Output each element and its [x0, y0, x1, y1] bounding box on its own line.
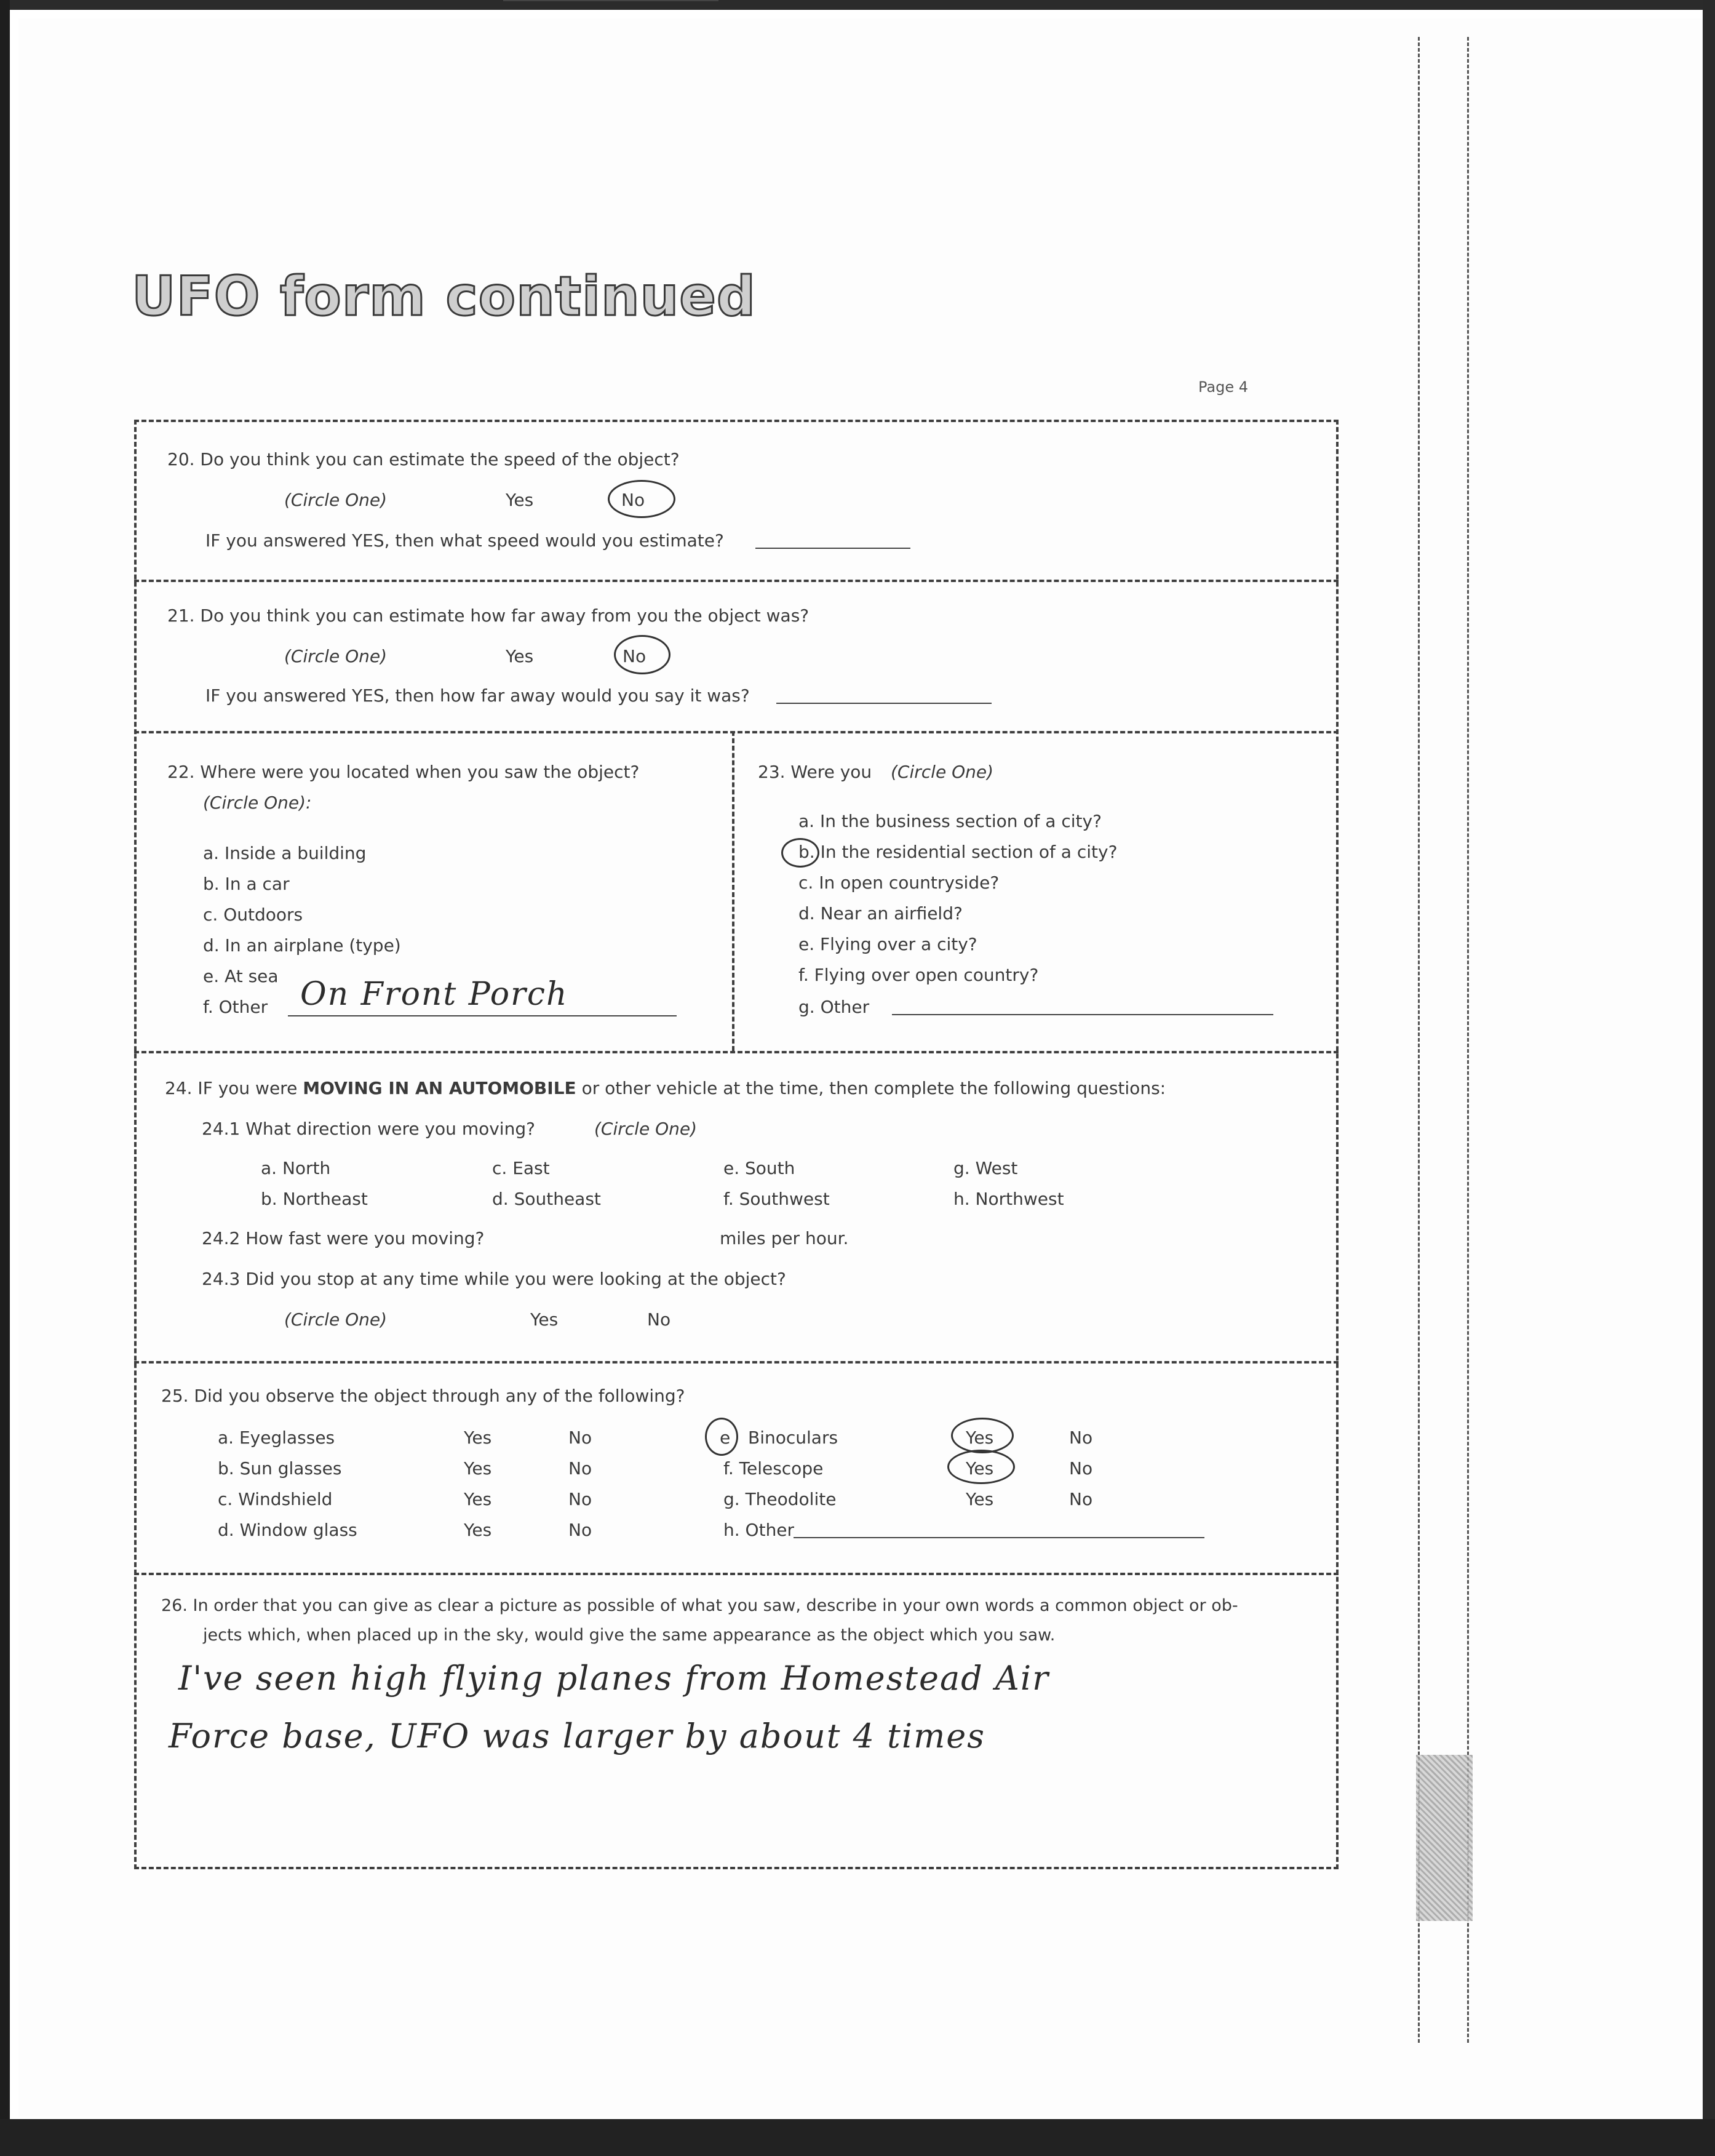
q25-c-no[interactable]: No — [568, 1489, 592, 1509]
q22-circle-one: (Circle One): — [203, 793, 312, 813]
q25-g-yes[interactable]: Yes — [966, 1489, 994, 1509]
q22-other-field[interactable] — [288, 1015, 677, 1016]
page-number: Page 4 — [1198, 378, 1248, 396]
q26-handwritten-line1: I've seen high flying planes from Homestead Air — [178, 1659, 1049, 1698]
question-20-text: 20. Do you think you can estimate the speed of the object? — [167, 449, 680, 469]
q23-option-a[interactable]: a. In the business section of a city? — [798, 811, 1102, 831]
scan-border-bottom — [0, 2119, 1715, 2156]
q23-other-field[interactable] — [892, 1014, 1273, 1015]
form-title: UFO form continued — [132, 265, 756, 328]
question-23-text: 23. Were you — [758, 762, 872, 782]
q20-no[interactable]: No — [621, 490, 645, 510]
q22-option-f[interactable]: f. Other — [203, 997, 268, 1017]
question-25-text: 25. Did you observe the object through any of the following? — [161, 1386, 685, 1406]
question-22-text: 22. Where were you located when you saw the object? — [167, 762, 640, 782]
q25-g-no[interactable]: No — [1069, 1489, 1093, 1509]
q22-option-c[interactable]: c. Outdoors — [203, 904, 303, 925]
q23-circle-one: (Circle One) — [891, 762, 994, 782]
q25-e-circle-mark — [705, 1418, 738, 1456]
q23-option-f[interactable]: f. Flying over open country? — [798, 965, 1039, 985]
q24-1-text: 24.1 What direction were you moving? — [202, 1119, 535, 1139]
divider-25-26 — [134, 1573, 1339, 1575]
q25-e-yes-circle-mark — [951, 1418, 1014, 1453]
q25-other-field[interactable] — [794, 1537, 1204, 1538]
divider-23-24 — [134, 1051, 1339, 1053]
q24-direction-c[interactable]: c. East — [492, 1158, 550, 1178]
q24-direction-f[interactable]: f. Southwest — [723, 1189, 830, 1209]
q25-item-g: g. Theodolite — [723, 1489, 837, 1509]
q20-followup: IF you answered YES, then what speed would you estimate? — [205, 530, 724, 551]
q24-direction-d[interactable]: d. Southeast — [492, 1189, 601, 1209]
q25-f-yes[interactable]: Yes — [966, 1458, 994, 1479]
q25-item-c: c. Windshield — [218, 1489, 333, 1509]
q25-b-no[interactable]: No — [568, 1458, 592, 1479]
scan-border-left — [0, 0, 10, 2156]
q25-item-h: h. Other — [723, 1520, 795, 1540]
q26-handwritten-line2: Force base, UFO was larger by about 4 times — [169, 1717, 985, 1755]
divider-21-22 — [134, 731, 1339, 733]
q22-option-a[interactable]: a. Inside a building — [203, 843, 367, 863]
q21-followup: IF you answered YES, then how far away would you say it was? — [205, 685, 750, 706]
q25-b-yes[interactable]: Yes — [464, 1458, 492, 1479]
q24-3-text: 24.3 Did you stop at any time while you were looking at the object? — [202, 1269, 786, 1289]
q25-item-e-letter: e — [720, 1427, 731, 1448]
scan-artifact — [1416, 1755, 1473, 1921]
q20-no-circle-mark — [608, 480, 675, 518]
divider-20-21 — [134, 580, 1339, 582]
q24-3-no[interactable]: No — [647, 1309, 671, 1330]
q25-f-no[interactable]: No — [1069, 1458, 1093, 1479]
q24-3-yes[interactable]: Yes — [530, 1309, 559, 1330]
q25-item-b: b. Sun glasses — [218, 1458, 342, 1479]
q24-direction-a[interactable]: a. North — [261, 1158, 331, 1178]
q22-option-e[interactable]: e. At sea — [203, 966, 279, 986]
q24-direction-b[interactable]: b. Northeast — [261, 1189, 368, 1209]
question-26-line1: 26. In order that you can give as clear a picture as possible of what you saw, describe in your own words a common object or ob- — [161, 1596, 1238, 1615]
scan-border-right — [1703, 0, 1715, 2156]
q22-option-d[interactable]: d. In an airplane (type) — [203, 935, 401, 956]
q21-circle-one: (Circle One) — [284, 646, 388, 666]
q25-e-no[interactable]: No — [1069, 1427, 1093, 1448]
q21-no[interactable]: No — [623, 646, 647, 666]
question-24-text: 24. IF you were MOVING IN AN AUTOMOBILE or other vehicle at the time, then complete the following questions: — [165, 1078, 1166, 1098]
q24-2-text: 24.2 How fast were you moving? — [202, 1228, 485, 1248]
form-frame — [134, 420, 1339, 1869]
q24-direction-g[interactable]: g. West — [953, 1158, 1018, 1178]
q23-option-c[interactable]: c. In open countryside? — [798, 872, 1000, 893]
q20-circle-one: (Circle One) — [284, 490, 388, 510]
page-fold-line-2 — [1467, 37, 1469, 2043]
q24-1-circle-one: (Circle One) — [594, 1119, 698, 1139]
q22-option-b[interactable]: b. In a car — [203, 874, 290, 894]
q25-e-yes[interactable]: Yes — [966, 1427, 994, 1448]
q21-yes[interactable]: Yes — [506, 646, 534, 666]
q24-direction-e[interactable]: e. South — [723, 1158, 795, 1178]
q25-item-a: a. Eyeglasses — [218, 1427, 335, 1448]
q20-yes[interactable]: Yes — [506, 490, 534, 510]
q25-a-yes[interactable]: Yes — [464, 1427, 492, 1448]
q21-no-circle-mark — [614, 635, 670, 674]
q25-a-no[interactable]: No — [568, 1427, 592, 1448]
q25-c-yes[interactable]: Yes — [464, 1489, 492, 1509]
divider-24-25 — [134, 1361, 1339, 1363]
q25-item-e: Binoculars — [748, 1427, 838, 1448]
q25-item-f: f. Telescope — [723, 1458, 824, 1479]
q20-speed-field[interactable] — [755, 548, 910, 549]
q25-d-no[interactable]: No — [568, 1520, 592, 1540]
q23-b-circle-mark — [781, 838, 819, 868]
question-21-text: 21. Do you think you can estimate how far away from you the object was? — [167, 605, 810, 626]
q24-direction-h[interactable]: h. Northwest — [953, 1189, 1064, 1209]
q24-2-speed-field[interactable] — [503, 0, 718, 1]
q23-option-g[interactable]: g. Other — [798, 997, 870, 1017]
q24-3-circle-one: (Circle One) — [284, 1309, 388, 1330]
q24-2-unit: miles per hour. — [720, 1228, 849, 1248]
q21-distance-field[interactable] — [776, 703, 992, 704]
q23-option-d[interactable]: d. Near an airfield? — [798, 903, 963, 924]
scan-border-top — [0, 0, 1715, 10]
page-fold-line — [1418, 37, 1420, 2043]
q23-option-e[interactable]: e. Flying over a city? — [798, 934, 977, 954]
q25-f-yes-circle-mark — [947, 1450, 1015, 1484]
q23-option-b[interactable]: b. In the residential section of a city? — [798, 842, 1118, 862]
q22-other-handwritten-answer: On Front Porch — [300, 976, 568, 1013]
question-26-line2: jects which, when placed up in the sky, would give the same appearance as the object which you saw. — [203, 1626, 1056, 1645]
divider-22-23 — [732, 731, 734, 1051]
q25-item-d: d. Window glass — [218, 1520, 357, 1540]
q25-d-yes[interactable]: Yes — [464, 1520, 492, 1540]
